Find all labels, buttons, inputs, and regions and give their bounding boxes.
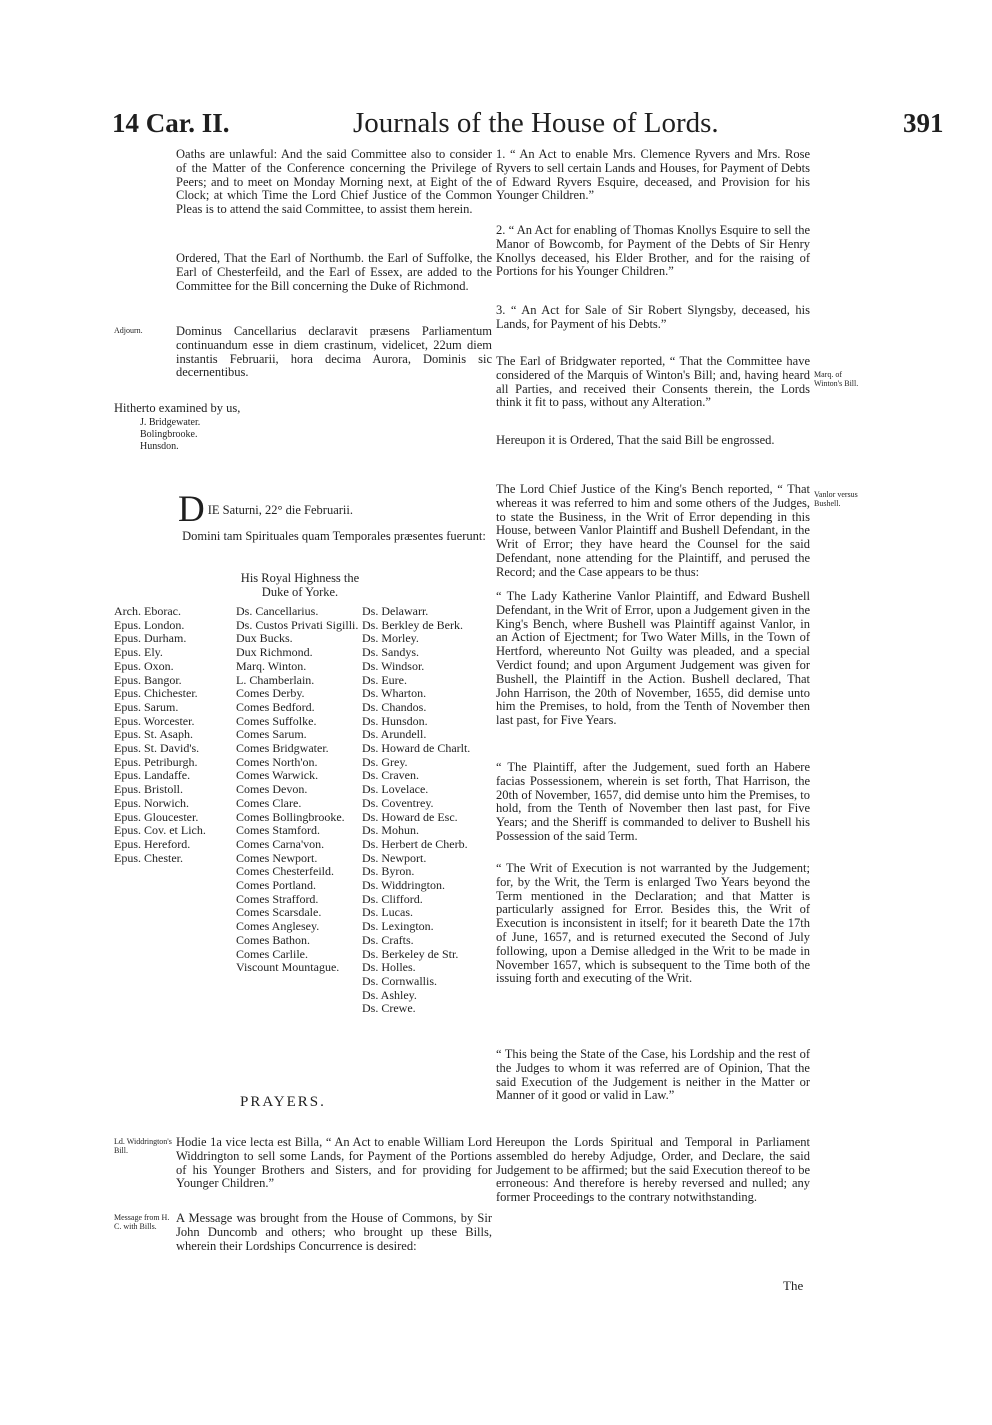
roster-entry: Comes Devon.: [236, 782, 308, 797]
roster-entry: Ds. Byron.: [362, 864, 415, 879]
roster-entry: Ds. Berkeley de Str.: [362, 946, 459, 961]
roster-entry: Comes Clare.: [236, 795, 302, 810]
roster-entry: Comes Warwick.: [236, 768, 319, 783]
roster-entry: Ds. Coventrey.: [362, 795, 434, 810]
roster-entry: Ds. Lucas.: [362, 905, 413, 920]
roster-entry: Ds. Morley.: [362, 631, 419, 646]
ordered-paragraph: Ordered, That the Earl of Northumb. the Earl of Suffolke, the Earl of Chesterfeild, and the Earl of Essex, are added to the Committee for the Bill concerning the Duke of Richmond.: [176, 251, 492, 293]
roster-entry: Ds. Clifford.: [362, 891, 423, 906]
roster-entry: Comes Newport.: [236, 850, 318, 865]
engrossed-paragraph: Hereupon it is Ordered, That the said Bill be engrossed.: [496, 433, 775, 447]
prayers-heading: PRAYERS.: [240, 1094, 326, 1110]
roster-entry: Ds. Newport.: [362, 850, 427, 865]
roster-entry: Epus. Ely.: [114, 645, 163, 660]
roster-entry: Epus. Norwich.: [114, 795, 189, 810]
roster-entry: Marq. Winton.: [236, 658, 307, 673]
roster-entry: Ds. Widdrington.: [362, 878, 445, 893]
roster-entry: Comes Scarsdale.: [236, 905, 322, 920]
margin-note-vanlor: Vanlor versus Bushell.: [814, 490, 858, 508]
roster-entry: Ds. Howard de Esc.: [362, 809, 458, 824]
roster-entry: Ds. Custos Privati Sigilli.: [236, 617, 359, 632]
roster-entry: Epus. Petriburgh.: [114, 754, 198, 769]
widdrington-bill-paragraph: Hodie 1a vice lecta est Billa, “ An Act to enable William Lord Widdrington to sell some Lands, for Payment of the Portions of his Younger Brothers and Sisters, and for providing for Younger Children.”: [176, 1135, 492, 1191]
signature-1: J. Bridgewater.: [140, 417, 201, 428]
page-number: 391: [903, 108, 944, 138]
vanlor-case-paragraph: “ The Lady Katherine Vanlor Plaintiff, and Edward Bushell Defendant, in the Writ of Error, upon a Judgement given in the King's Bench, where Bushell was Plaintiff against Vanlor, in an Action of Ejectment; for Two Water Mills, in the Town of Hertford, whereunto Not Guilty was pleaded, and a special Verdict found; and upon Argument Judgement was given for Bushell, the Plaintiff in the Action. Bushell declared, That John Harrison, the 20th of November, 1655, did demise unto him the Premises, to hold, from the Tenth of November then last past, for Five Years.: [496, 589, 810, 728]
committee-paragraph: Oaths are unlawful: And the said Committee also to consider of the Matter of the Conference concerning the Privilege of Peers; and to meet on Monday Morning next, at Eight of the Clock; at which Time the Lord Chief Justice of the Common Pleas is to attend the said Committee, to assist them herein.: [176, 147, 492, 217]
signature-2: Bolingbrooke.: [140, 429, 198, 440]
margin-note-widdrington: Ld. Widdrington's Bill.: [114, 1137, 172, 1155]
roster-entry: Ds. Berkley de Berk.: [362, 617, 463, 632]
roster-entry: Comes Portland.: [236, 878, 316, 893]
roster-entry: Comes Chesterfeild.: [236, 864, 334, 879]
domini-line: Domini tam Spirituales quam Temporales præsentes fuerunt:: [182, 529, 486, 543]
roster-entry: Ds. Grey.: [362, 754, 408, 769]
examined-line: Hitherto examined by us,: [114, 401, 241, 415]
roster-entry: Comes Bedford.: [236, 699, 315, 714]
roster-entry: Ds. Holles.: [362, 960, 416, 975]
roster-entry: Comes Bathon.: [236, 932, 310, 947]
catchword: The: [783, 1278, 804, 1293]
roster-entry: Comes Stamford.: [236, 823, 320, 838]
roster-entry: Ds. Cancellarius.: [236, 604, 319, 618]
royal-attendee: His Royal Highness the Duke of Yorke.: [240, 571, 360, 599]
bill-3-paragraph: 3. “ An Act for Sale of Sir Robert Slyngsby, deceased, his Lands, for Payment of his Debts.”: [496, 303, 810, 331]
roster-entry: Epus. Worcester.: [114, 713, 195, 728]
roster-entry: Dux Bucks.: [236, 631, 293, 646]
judgement-paragraph: Hereupon the Lords Spiritual and Temporal in Parliament assembled do hereby Adjudge, Order, and Declare, the said Judgement to be affirmed; but the said Execution thereof to be erroneous: And therefore is hereby reversed and nulled; any former Proceedings to the contrary notwithstanding.: [496, 1135, 810, 1205]
roster-entry: Comes Carna'von.: [236, 836, 325, 851]
drop-cap: D: [178, 489, 205, 530]
message-paragraph: A Message was brought from the House of Commons, by Sir John Duncomb and others; who brought up these Bills, wherein their Lordships Concurrence is desired:: [176, 1211, 492, 1253]
roster-entry: Comes Bridgwater.: [236, 741, 329, 756]
roster-entry: Epus. London.: [114, 617, 185, 632]
bridgwater-report-paragraph: The Earl of Bridgwater reported, “ That the Committee have considered of the Marquis of Winton's Bill; and, having heard all Parties, and received their Consents therein, the Lords think it fit to pass, without any Alteration.”: [496, 354, 810, 410]
roster-entry: Comes North'on.: [236, 754, 318, 769]
roster-entry: Ds. Lovelace.: [362, 782, 429, 797]
roster-entry: Epus. Bangor.: [114, 672, 182, 687]
bill-1-paragraph: 1. “ An Act to enable Mrs. Clemence Ryvers and Mrs. Rose Ryvers to sell certain Lands and Houses, for Payment of Debts of Edward Ryvers Esquire, deceased, and Provision for his Younger Children.”: [496, 147, 810, 203]
roster-entry: Epus. St. Asaph.: [114, 727, 194, 742]
roster-entry: Epus. St. David's.: [114, 741, 200, 756]
roster-entry: Epus. Chester.: [114, 850, 183, 865]
roster-entry: Ds. Craven.: [362, 768, 419, 783]
roster-entry: Ds. Hunsdon.: [362, 713, 428, 728]
roster-entry: Epus. Oxon.: [114, 658, 174, 673]
roster-temporal-peers: [236, 605, 358, 975]
roster-entry: Comes Derby.: [236, 686, 305, 701]
roster-entry: Ds. Chandos.: [362, 699, 427, 714]
roster-barons: [362, 605, 470, 1016]
roster-entry: Epus. Cov. et Lich.: [114, 823, 206, 838]
roster-entry: Ds. Cornwallis.: [362, 973, 437, 988]
roster-entry: Epus. Hereford.: [114, 836, 191, 851]
roster-entry: Epus. Sarum.: [114, 699, 179, 714]
roster-entry: Ds. Eure.: [362, 672, 407, 687]
adjournment-paragraph: Dominus Cancellarius declaravit præsens Parliamentum continuandum esse in diem crastinum, videlicet, 22um diem instantis Februarii, hora decima Aurora, Dominis sic decernentibus.: [176, 324, 492, 380]
running-head-regnal-year: 14 Car. II.: [112, 108, 230, 138]
margin-note-winton: Marq. of Winton's Bill.: [814, 370, 859, 388]
roster-entry: Ds. Windsor.: [362, 658, 425, 673]
roster-entry: Ds. Crewe.: [362, 1001, 416, 1016]
roster-entry: Comes Strafford.: [236, 891, 319, 906]
margin-note-adjourn: Adjourn.: [114, 326, 143, 335]
roster-entry: Comes Sarum.: [236, 727, 307, 742]
habere-facias-paragraph: “ The Plaintiff, after the Judgement, sued forth an Habere facias Possessionem, wherein is set forth, That Harrison, the 20th of November, 1657, did demise unto him the Premises, to hold, from the Tenth of November then last past, for Five Years; and the Sheriff is commanded to deliver to Bushell his Possession of the said Term.: [496, 760, 810, 843]
roster-entry: Epus. Durham.: [114, 631, 187, 646]
roster-bishops: [114, 605, 206, 865]
date-heading: [178, 489, 488, 530]
roster-entry: Epus. Chichester.: [114, 686, 198, 701]
roster-entry: L. Chamberlain.: [236, 672, 315, 687]
roster-entry: Ds. Herbert de Cherb.: [362, 836, 468, 851]
roster-entry: Ds. Sandys.: [362, 645, 420, 660]
roster-entry: Viscount Mountague.: [236, 960, 340, 975]
roster-entry: Ds. Crafts.: [362, 932, 414, 947]
roster-entry: Dux Richmond.: [236, 645, 313, 660]
roster-entry: Epus. Bristoll.: [114, 782, 184, 797]
state-of-case-paragraph: “ This being the State of the Case, his Lordship and the rest of the Judges to whom it was referred are of Opinion, That the said Execution of the Judgement is neither in the Matter or Manner of it good or valid in Law.”: [496, 1047, 810, 1103]
roster-entry: Ds. Wharton.: [362, 686, 427, 701]
roster-entry: Epus. Landaffe.: [114, 768, 191, 783]
roster-entry: Comes Carlile.: [236, 946, 308, 961]
roster-entry: Arch. Eborac.: [114, 604, 181, 618]
roster-entry: Ds. Howard de Charlt.: [362, 741, 471, 756]
writ-execution-paragraph: “ The Writ of Execution is not warranted by the Judgement; for, by the Writ, the Term is enlarged Two Years beyond the Term mentioned in the Declaration; and that Matter is particularly assigned for Error. Besides this, the Writ of Execution is inconsistent in itself; for it beareth Date the 17th of June, 1657, and is returned executed the Second of July following, upon a Demise alledged in the Writ to be made in November 1657, which is subsequent to the Time both of the issuing forth and executing of the Writ.: [496, 861, 810, 986]
roster-entry: Comes Bollingbrooke.: [236, 809, 345, 824]
roster-entry: Comes Anglesey.: [236, 919, 320, 934]
margin-note-message: Message from H. C. with Bills.: [114, 1213, 170, 1231]
roster-entry: Epus. Gloucester.: [114, 809, 199, 824]
roster-entry: Ds. Delawarr.: [362, 604, 429, 618]
running-head-title: Journals of the House of Lords.: [353, 107, 719, 139]
date-heading-text: IE Saturni, 22° die Februarii.: [207, 503, 353, 517]
roster-entry: Comes Suffolke.: [236, 713, 317, 728]
roster-entry: Ds. Arundell.: [362, 727, 427, 742]
chief-justice-report-paragraph: The Lord Chief Justice of the King's Bench reported, “ That whereas it was referred to him and some others of the Judges, to state the Business, in the Writ of Error depending in this House, between Vanlor Plaintiff and Bushell Defendant, in the Writ of Error; they have heard the Counsel for the said Defendant, none attending for the Plaintiff, and perused the Record; and the Case appears to be thus:: [496, 482, 810, 579]
roster-entry: Ds. Mohun.: [362, 823, 420, 838]
roster-entry: Ds. Ashley.: [362, 987, 417, 1002]
bill-2-paragraph: 2. “ An Act for enabling of Thomas Knollys Esquire to sell the Manor of Bowcomb, for Payment of the Debts of Sir Henry Knollys deceased, his Elder Brother, and for the raising of Portions for his Younger Children.”: [496, 223, 810, 279]
roster-entry: Ds. Lexington.: [362, 919, 434, 934]
signature-3: Hunsdon.: [140, 441, 179, 452]
